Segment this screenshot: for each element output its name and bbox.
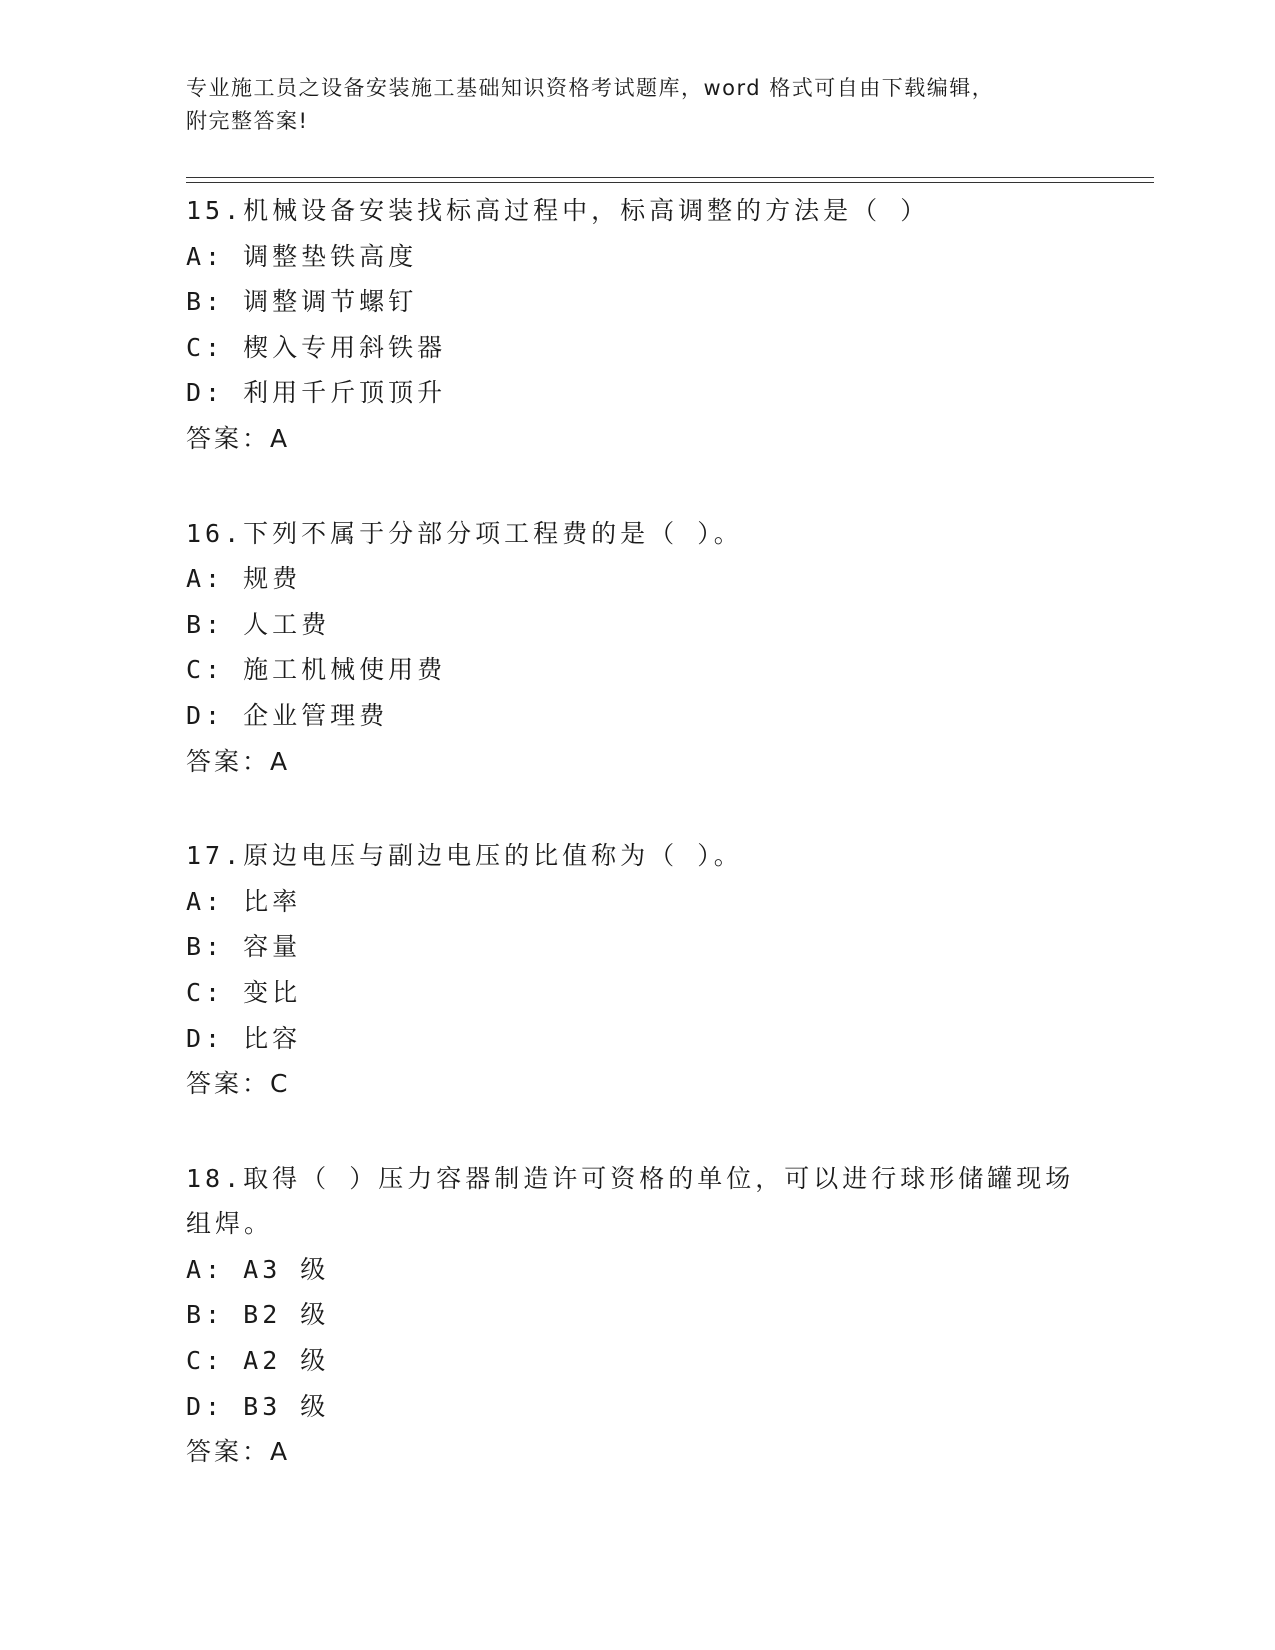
option-b: B: B2 级: [186, 1300, 330, 1330]
question-title: 15.机械设备安装找标高过程中，标高调整的方法是（ ）: [186, 196, 930, 225]
answer: 答案：C: [186, 1069, 291, 1099]
option-c: C: 变比: [186, 977, 302, 1007]
question-title: 17.原边电压与副边电压的比值称为（ ）。: [186, 841, 743, 871]
header-line-2: 附完整答案!: [186, 109, 309, 133]
option-a: A: 调整垫铁高度: [186, 241, 418, 271]
document-header: [186, 72, 1066, 138]
option-d: D: 比容: [186, 1023, 302, 1053]
question-18: [186, 1156, 1086, 1475]
header-divider-top: [186, 177, 1154, 178]
header-divider-bottom: [186, 182, 1154, 183]
option-a: A: 比率: [186, 886, 302, 916]
option-c: C: 施工机械使用费: [186, 655, 447, 685]
option-c: C: A2 级: [186, 1346, 330, 1376]
option-d: D: 企业管理费: [186, 700, 389, 730]
question-16: [186, 511, 1086, 785]
option-a: A: A3 级: [186, 1254, 330, 1284]
option-a: A: 规费: [186, 564, 302, 594]
question-15: [186, 188, 1086, 462]
header-line-1: 专业施工员之设备安装施工基础知识资格考试题库，word 格式可自由下载编辑，: [186, 76, 995, 100]
question-title: 16.下列不属于分部分项工程费的是（ ）。: [186, 518, 743, 548]
answer: 答案：A: [186, 423, 291, 453]
question-17: [186, 833, 1086, 1107]
answer: 答案：A: [186, 746, 291, 776]
question-list: [186, 188, 1086, 1524]
option-b: B: 调整调节螺钉: [186, 287, 418, 317]
answer: 答案：A: [186, 1437, 291, 1467]
option-b: B: 容量: [186, 932, 302, 962]
option-d: D: 利用千斤顶顶升: [186, 378, 447, 408]
option-c: C: 楔入专用斜铁器: [186, 332, 447, 362]
option-b: B: 人工费: [186, 609, 331, 639]
question-title-line-1: 18.取得（ ）压力容器制造许可资格的单位，可以进行球形储罐现场: [186, 1163, 1075, 1193]
question-title-line-2: 组焊。: [186, 1209, 274, 1239]
option-d: D: B3 级: [186, 1391, 330, 1421]
